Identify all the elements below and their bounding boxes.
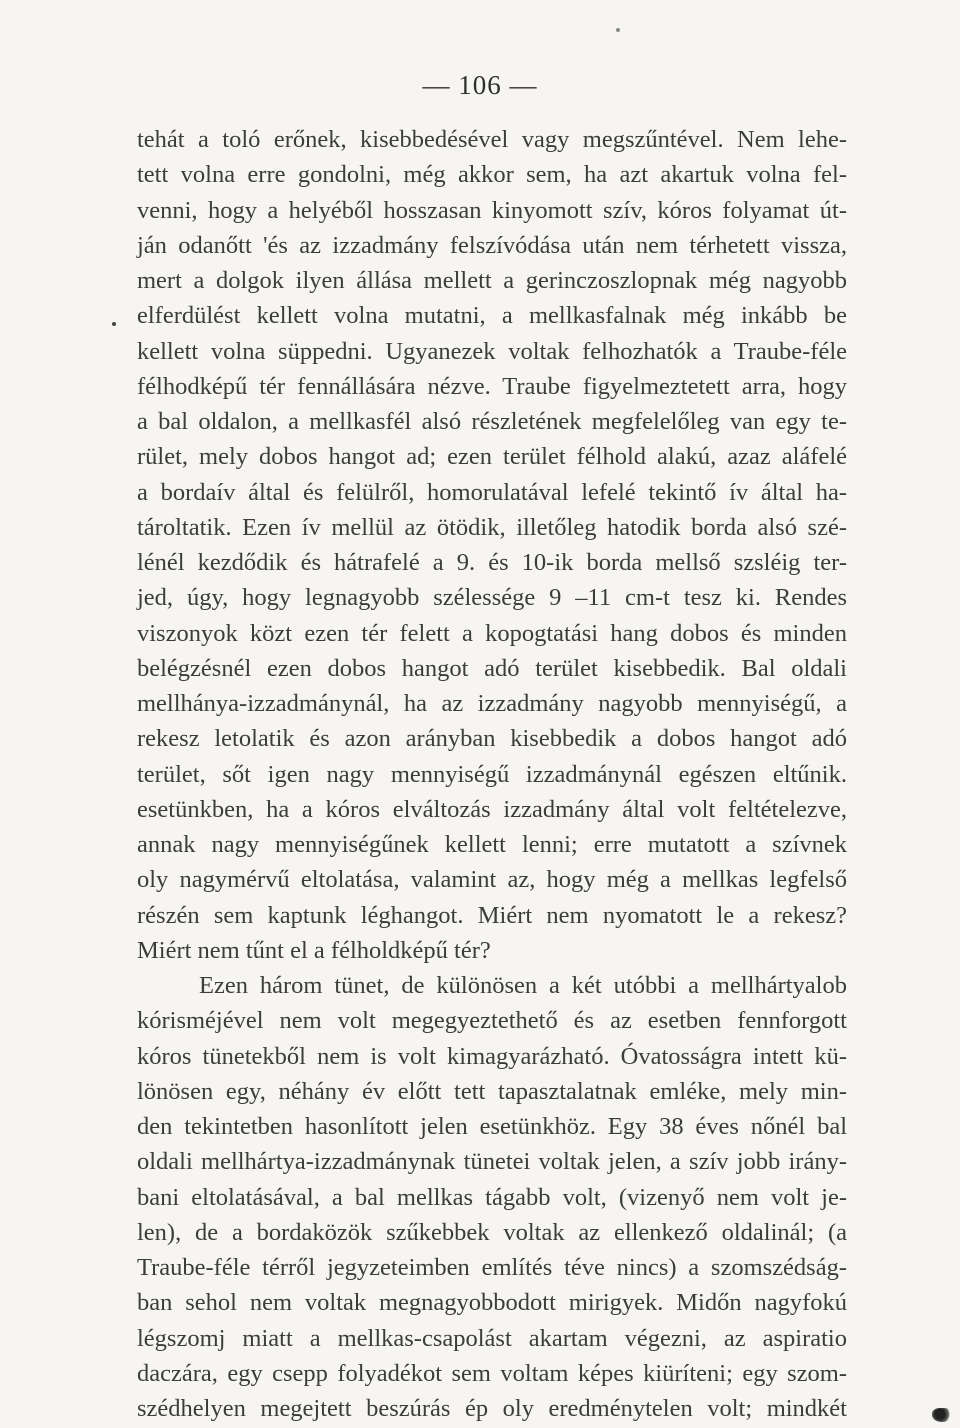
text-line: elferdülést kellett volna mutatni, a mellkasfalnak még inkább be [137,302,847,330]
text-line: daczára, egy csepp folyadékot sem voltam képes kiüríteni; egy szom- [137,1359,847,1387]
text-line: terület, sőt igen nagy mennyiségű izzadmánynál egészen eltűnik. [137,760,847,788]
text-line: viszonyok közt ezen tér felett a kopogtatási hang dobos és minden [137,619,847,647]
text-line: ban sehol nem voltak megnagyobbodott mirigyek. Midőn nagyfokú [137,1289,847,1317]
text-line: venni, hogy a helyéből hosszasan kinyomott szív, kóros folyamat út- [137,196,847,224]
text-line: ján odanőtt 'és az izzadmány felszívódása után nem térhetett vissza, [137,231,847,259]
text-line: a bal oldalon, a mellkasfél alsó részletének megfelelőleg van egy te- [137,408,847,435]
text-line: kóros tünetekből nem is volt kimagyarázható. Óvatosságra intett kü- [137,1042,847,1070]
page-number: — 106 — [422,70,538,100]
text-line: szédhelyen megejtett beszúrás ép oly eredménytelen volt; mindkét [137,1395,847,1422]
text-line: len), de a bordaközök szűkebbek voltak az ellenkező oldalinál; (a [137,1218,847,1246]
text-line: Traube-féle térről jegyzeteimben említés téve nincs) a szomszédság- [137,1254,847,1281]
text-line: oldali mellhártya-izzadmánynak tünetei voltak jelen, a szív jobb irány- [137,1148,847,1176]
text-line: légszomj miatt a mellkas-csapolást akartam végezni, az aspiratio [137,1324,847,1352]
text-line: a bordaív által és felülről, homorulatával lefelé tekintő ív által ha- [137,478,847,506]
text-line: tehát a toló erőnek, kisebbedésével vagy megszűntével. Nem lehe- [137,126,847,153]
text-line: den tekintetben hasonlított jelen esetünkhöz. Egy 38 éves nőnél bal [137,1113,847,1140]
text-line: rekesz letolatik és azon arányban kisebbedik a dobos hangot adó [137,725,847,753]
paper-speck [112,322,116,326]
text-line: kellett volna süppedni. Ugyanezek voltak felhozhatók a Traube-féle [137,337,847,365]
text-line: rület, mely dobos hangot ad; ezen terület félhold alakú, azaz aláfelé [137,443,847,471]
text-line: tároltatik. Ezen ív mellül az ötödik, illetőleg hatodik borda alsó szé- [137,513,847,541]
text-line: mert a dolgok ilyen állása mellett a gerinczoszlopnak még nagyobb [137,267,847,294]
text-line: annak nagy mennyiségűnek kellett lenni; erre mutatott a szívnek [137,831,847,858]
text-line: tett volna erre gondolni, még akkor sem, ha azt akartuk volna fel- [137,161,847,189]
text-line: oly nagymérvű eltolatása, valamint az, hogy még a mellkas legfelső [137,866,847,894]
text-line: Miért nem tűnt el a félholdképű tér? [137,936,491,964]
text-line: részén sem kaptunk léghangot. Miért nem nyomatott le a rekesz? [137,901,847,929]
text-line: mellhánya-izzadmánynál, ha az izzadmány nagyobb mennyiségű, a [137,690,847,717]
paper-speck [616,28,620,32]
text-line: bani eltolatásával, a bal mellkas tágabb volt, (vizenyő nem volt je- [137,1183,847,1211]
body-text [137,122,847,1426]
text-line: jed, úgy, hogy legnagyobb szélessége 9 –11 cm-t tesz ki. Rendes [137,584,847,612]
text-line: lénél kezdődik és hátrafelé a 9. és 10-ik borda mellső szsléig ter- [137,549,847,576]
corner-logo-icon [932,1408,952,1422]
text-line: lönösen egy, néhány év előtt tett tapasztalatnak emléke, mely min- [137,1077,847,1105]
text-line: kórisméjével nem volt megegyeztethető és az esetben fennforgott [137,1007,847,1035]
text-line: esetünkben, ha a kóros elváltozás izzadmány által volt feltételezve, [137,795,847,823]
text-line: belégzésnél ezen dobos hangot adó terület kisebbedik. Bal oldali [137,654,847,682]
text-line: félhodképű tér fennállására nézve. Traube figyelmeztetett arra, hogy [137,372,847,400]
text-line: Ezen három tünet, de különösen a két utóbbi a mellhártyalob [199,972,847,999]
